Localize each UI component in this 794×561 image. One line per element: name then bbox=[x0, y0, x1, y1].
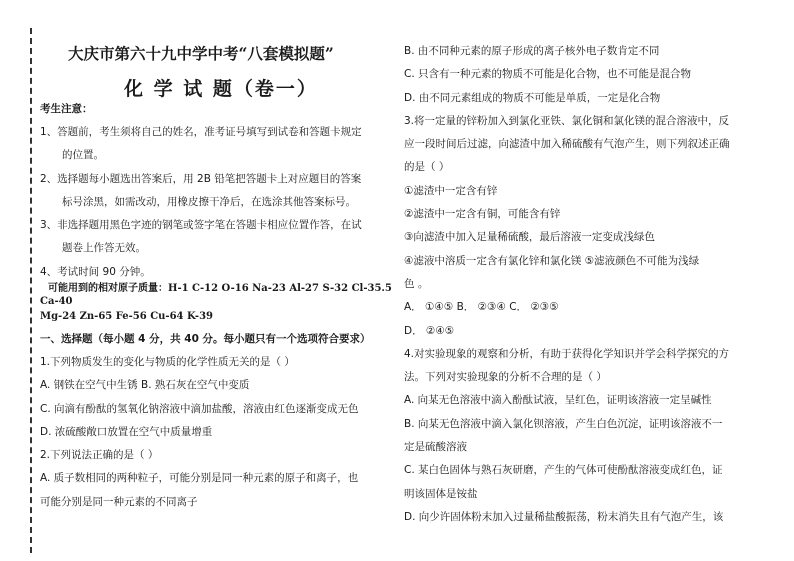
exam-title: 大庆市第六十九中学中考“八套模拟题” bbox=[68, 44, 334, 63]
question-line: A. 向某无色溶液中滴入酚酞试液，呈红色，证明该溶液一定呈碱性 bbox=[404, 394, 712, 407]
question-line: 可能分别是同一种元素的不同离子 bbox=[40, 495, 198, 508]
question-line: 明该固体是铵盐 bbox=[404, 487, 478, 500]
question-line: C. 只含有一种元素的物质不可能是化合物，也不可能是混合物 bbox=[404, 68, 692, 81]
binding-dashed-line bbox=[30, 28, 32, 553]
question-line: A. 钢铁在空气中生锈 B. 熟石灰在空气中变质 bbox=[40, 379, 250, 392]
question-list-left bbox=[40, 351, 359, 514]
question-line: D． ②④⑤ bbox=[404, 324, 455, 337]
notice-line: 1、答题前，考生须将自己的姓名，准考证号填写到试卷和答题卡规定 bbox=[40, 126, 362, 138]
question-line: 1.下列物质发生的变化与物质的化学性质无关的是（ ） bbox=[40, 356, 295, 368]
atomic-masses bbox=[40, 282, 392, 323]
right-column bbox=[404, 40, 782, 529]
question-line: C. 向滴有酚酞的氢氧化钠溶液中滴加盐酸，溶液由红色逐渐变成无色 bbox=[40, 402, 359, 415]
question-line: 3.将一定量的锌粉加入到氯化亚铁、氯化铜和氯化镁的混合溶液中，反 bbox=[404, 114, 730, 127]
notice-line: 4、考试时间 90 分钟。 bbox=[40, 265, 151, 278]
question-line: D. 浓硫酸敞口放置在空气中质量增重 bbox=[40, 425, 213, 438]
question-line: 的是（ ） bbox=[404, 161, 450, 174]
question-line: ②滤渣中一定含有铜，可能含有锌 bbox=[404, 208, 561, 221]
question-line: 2.下列说法正确的是（ ） bbox=[40, 449, 159, 462]
notice-line: 3、非选择题用黑色字迹的钢笔或签字笔在答题卡相应位置作答，在试 bbox=[40, 219, 362, 232]
question-line: ④滤液中溶质一定含有氯化锌和氯化镁 ⑤滤液颜色不可能为浅绿 bbox=[404, 254, 700, 267]
question-line: 4.对实验现象的观察和分析，有助于获得化学知识并学会科学探究的方 bbox=[404, 347, 730, 360]
atomic-masses-line: Mg-24 Zn-65 Fe-56 Cu-64 K-39 bbox=[40, 311, 213, 322]
question-line: ③向滤渣中加入足量稀硫酸，最后溶液一定变成浅绿色 bbox=[404, 231, 655, 244]
question-line: A． ①④⑤ B． ②③④ C． ②③⑤ bbox=[404, 301, 559, 314]
question-line: C. 某白色固体与熟石灰研磨，产生的气体可使酚酞溶液变成红色，证 bbox=[404, 464, 723, 477]
question-line: A. 质子数相同的两种粒子，可能分别是同一种元素的原子和离子，也 bbox=[40, 472, 359, 485]
atomic-masses-line: 可能用到的相对原子质量：H-1 C-12 O-16 Na-23 Al-27 S-32 Cl-35.5 bbox=[48, 283, 392, 294]
question-line: D. 向少许固体粉末加入过量稀盐酸振荡，粉末消失且有气泡产生，该 bbox=[404, 510, 724, 523]
notice-line: 题卷上作答无效。 bbox=[62, 242, 146, 255]
question-line: B. 由不同种元素的原子形成的离子核外电子数肯定不同 bbox=[404, 45, 660, 57]
notice-list bbox=[40, 121, 362, 284]
question-line: 法。下列对实验现象的分析不合理的是（ ） bbox=[404, 371, 607, 384]
notice-heading: 考生注意： bbox=[40, 103, 93, 115]
question-line: D. 由不同元素组成的物质不可能是单质，一定是化合物 bbox=[404, 91, 661, 104]
question-line: 定是硫酸溶液 bbox=[404, 441, 467, 454]
question-line: 应一段时间后过滤，向滤渣中加入稀硫酸有气泡产生，则下列叙述正确 bbox=[404, 138, 730, 151]
notice-line: 的位置。 bbox=[62, 149, 104, 162]
question-line: ①滤渣中一定含有锌 bbox=[404, 184, 498, 197]
question-line: B. 向某无色溶液中滴入氯化钡溶液，产生白色沉淀，证明该溶液不一 bbox=[404, 417, 723, 430]
section-heading: 一、选择题（每小题 4 分，共 40 分。每小题只有一个选项符合要求） bbox=[40, 333, 371, 345]
notice-line: 2、选择题每小题选出答案后，用 2B 铅笔把答题卡上对应题目的答案 bbox=[40, 172, 362, 185]
question-line: 色 。 bbox=[404, 277, 429, 290]
notice-line: 标号涂黑，如需改动，用橡皮擦干净后，在选涂其他答案标号。 bbox=[62, 195, 356, 208]
exam-subtitle: 化 学 试 题（卷一） bbox=[124, 78, 318, 100]
atomic-masses-line: Ca-40 bbox=[40, 296, 73, 307]
